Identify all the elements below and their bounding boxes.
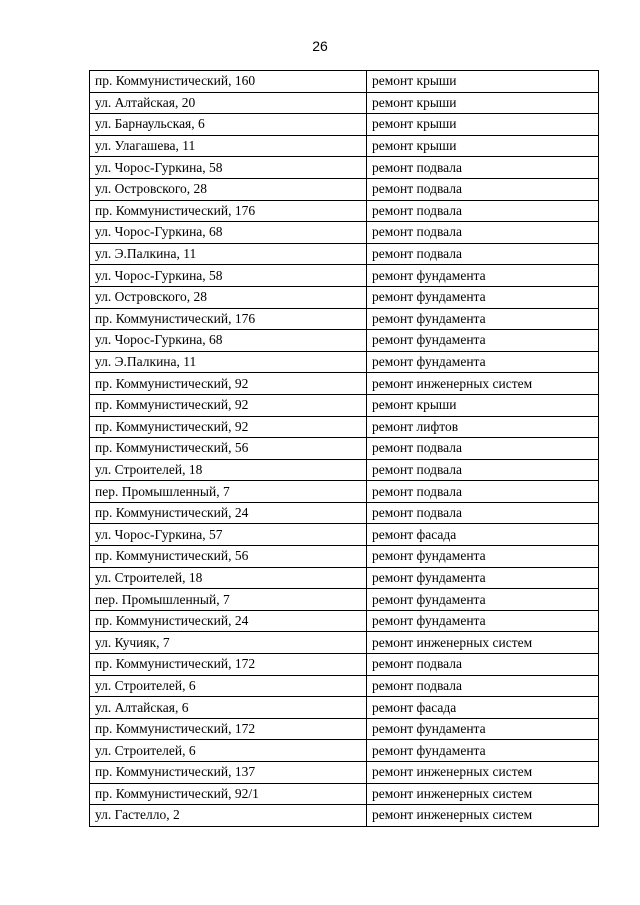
table-row [90,394,599,416]
table-row [90,438,599,460]
address-cell: ул. Чорос-Гуркина, 58 [90,157,367,179]
table-row [90,308,599,330]
work-type-cell: ремонт фундамента [367,589,599,611]
work-type-cell: ремонт подвала [367,459,599,481]
work-type-cell: ремонт подвала [367,178,599,200]
address-cell: пр. Коммунистический, 92 [90,416,367,438]
repair-works-table [89,70,599,827]
table-row [90,265,599,287]
table-row [90,783,599,805]
work-type-cell: ремонт инженерных систем [367,783,599,805]
work-type-cell: ремонт фундамента [367,546,599,568]
address-cell: пр. Коммунистический, 160 [90,71,367,93]
work-type-cell: ремонт фундамента [367,740,599,762]
table-row [90,632,599,654]
work-type-cell: ремонт крыши [367,394,599,416]
table-row [90,114,599,136]
address-cell: ул. Строителей, 6 [90,740,367,762]
address-cell: пер. Промышленный, 7 [90,589,367,611]
table-row [90,718,599,740]
table-row [90,697,599,719]
work-type-cell: ремонт инженерных систем [367,632,599,654]
address-cell: ул. Чорос-Гуркина, 57 [90,524,367,546]
table-row [90,675,599,697]
address-cell: ул. Островского, 28 [90,286,367,308]
table-row [90,92,599,114]
work-type-cell: ремонт инженерных систем [367,762,599,784]
work-type-cell: ремонт подвала [367,675,599,697]
work-type-cell: ремонт подвала [367,222,599,244]
work-type-cell: ремонт инженерных систем [367,373,599,395]
table-row [90,157,599,179]
table-row [90,524,599,546]
work-type-cell: ремонт подвала [367,502,599,524]
address-cell: пр. Коммунистический, 56 [90,546,367,568]
table-row [90,546,599,568]
table-row [90,740,599,762]
work-type-cell: ремонт фундамента [367,308,599,330]
table-row [90,373,599,395]
work-type-cell: ремонт фундамента [367,330,599,352]
address-cell: ул. Строителей, 18 [90,567,367,589]
address-cell: пр. Коммунистический, 24 [90,502,367,524]
table-row [90,762,599,784]
work-type-cell: ремонт фасада [367,524,599,546]
page-number: 26 [312,38,328,54]
work-type-cell: ремонт лифтов [367,416,599,438]
address-cell: пр. Коммунистический, 56 [90,438,367,460]
table-row [90,330,599,352]
address-cell: пр. Коммунистический, 24 [90,610,367,632]
table-row [90,243,599,265]
address-cell: ул. Э.Палкина, 11 [90,351,367,373]
address-cell: пр. Коммунистический, 172 [90,654,367,676]
table-row [90,222,599,244]
table-row [90,610,599,632]
table-row [90,654,599,676]
table-row [90,459,599,481]
address-cell: пр. Коммунистический, 176 [90,308,367,330]
table-row [90,286,599,308]
work-type-cell: ремонт подвала [367,654,599,676]
address-cell: пр. Коммунистический, 92/1 [90,783,367,805]
work-type-cell: ремонт фундамента [367,718,599,740]
address-cell: пр. Коммунистический, 92 [90,394,367,416]
table-row [90,135,599,157]
table-row [90,351,599,373]
work-type-cell: ремонт подвала [367,481,599,503]
address-cell: ул. Улагашева, 11 [90,135,367,157]
address-cell: ул. Чорос-Гуркина, 68 [90,222,367,244]
address-cell: ул. Строителей, 18 [90,459,367,481]
work-type-cell: ремонт крыши [367,92,599,114]
address-cell: ул. Кучияк, 7 [90,632,367,654]
table-row [90,502,599,524]
work-type-cell: ремонт инженерных систем [367,805,599,827]
work-type-cell: ремонт подвала [367,200,599,222]
table-row [90,481,599,503]
work-type-cell: ремонт крыши [367,71,599,93]
address-cell: пр. Коммунистический, 137 [90,762,367,784]
address-cell: ул. Алтайская, 6 [90,697,367,719]
table-row [90,567,599,589]
work-type-cell: ремонт крыши [367,114,599,136]
address-cell: пер. Промышленный, 7 [90,481,367,503]
table-row [90,589,599,611]
table-row [90,805,599,827]
address-cell: ул. Э.Палкина, 11 [90,243,367,265]
work-type-cell: ремонт фундамента [367,265,599,287]
table-row [90,71,599,93]
work-type-cell: ремонт крыши [367,135,599,157]
address-cell: пр. Коммунистический, 176 [90,200,367,222]
work-type-cell: ремонт фундамента [367,567,599,589]
table-body [90,71,599,827]
work-type-cell: ремонт подвала [367,157,599,179]
work-type-cell: ремонт фасада [367,697,599,719]
table-row [90,178,599,200]
work-type-cell: ремонт фундамента [367,351,599,373]
work-type-cell: ремонт подвала [367,438,599,460]
table-row [90,200,599,222]
address-cell: ул. Строителей, 6 [90,675,367,697]
table-row [90,416,599,438]
work-type-cell: ремонт фундамента [367,610,599,632]
address-cell: пр. Коммунистический, 172 [90,718,367,740]
address-cell: ул. Чорос-Гуркина, 68 [90,330,367,352]
work-type-cell: ремонт подвала [367,243,599,265]
address-cell: ул. Гастелло, 2 [90,805,367,827]
work-type-cell: ремонт фундамента [367,286,599,308]
address-cell: пр. Коммунистический, 92 [90,373,367,395]
address-cell: ул. Чорос-Гуркина, 58 [90,265,367,287]
address-cell: ул. Барнаульская, 6 [90,114,367,136]
address-cell: ул. Алтайская, 20 [90,92,367,114]
address-cell: ул. Островского, 28 [90,178,367,200]
